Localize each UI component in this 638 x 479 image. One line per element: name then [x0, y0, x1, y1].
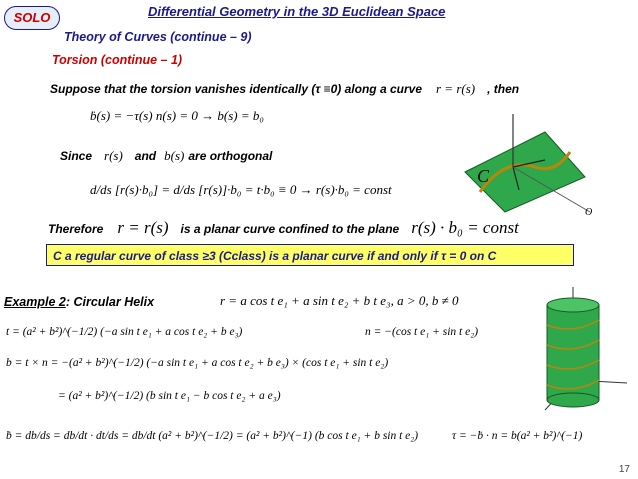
example-heading	[4, 295, 154, 309]
curve-label: C	[477, 166, 490, 186]
origin-label: O	[585, 207, 593, 217]
page-number: 17	[618, 464, 630, 475]
plane-equation: r(s) · b₀ = const	[411, 218, 519, 237]
solo-badge: SOLO	[4, 6, 60, 30]
equation-binormal-constant: ḃ(s) = −τ(s) n(s) = 0 → b(s) = b₀	[90, 108, 264, 123]
normal-equation: n = −(cos t e₁ + sin t e₂)	[365, 326, 479, 338]
since-b: b(s)	[164, 148, 185, 163]
statement-prefix: Suppose that the torsion vanishes identically (τ ≡0) along a curve	[50, 82, 422, 96]
torsion-result-equation: τ = −ḃ · n = b(a² + b²)^(−1)	[452, 430, 583, 442]
since-suffix: are orthogonal	[188, 149, 273, 163]
helix-figure	[535, 285, 630, 420]
therefore-mid: is a planar curve confined to the plane	[180, 222, 400, 236]
slide-subtitle: Theory of Curves (continue – 9)	[64, 30, 252, 44]
statement-suffix: , then	[487, 82, 520, 96]
cylinder-top	[547, 298, 599, 312]
therefore-prefix: Therefore	[48, 222, 104, 236]
since-r: r(s)	[104, 148, 123, 163]
theorem-box: C a regular curve of class ≥3 (Cclass) is a planar curve if and only if τ = 0 on C	[46, 244, 574, 266]
therefore-statement	[48, 218, 519, 238]
equation-derivative-dot: d/ds [r(s)·b₀] = d/ds [r(s)]·b₀ = t·b₀ ≡ 0 → r(s)·b₀ = const	[90, 182, 392, 197]
cylinder-bottom	[547, 393, 599, 407]
tangent-equation: t = (a² + b²)^(−1/2) (−a sin t e₁ + a cos t e₂ + b e₃)	[6, 326, 243, 338]
slide-title: Differential Geometry in the 3D Euclidean Space	[148, 4, 446, 19]
since-and: and	[134, 149, 157, 163]
binormal-equation-2: = (a² + b²)^(−1/2) (b sin t e₁ − b cos t e₂ + a e₃)	[58, 390, 281, 402]
since-statement	[60, 147, 272, 165]
torsion-statement	[50, 80, 519, 98]
since-prefix: Since	[60, 149, 93, 163]
statement-curve: r = r(s)	[436, 81, 476, 96]
helix-cylinder	[547, 305, 599, 400]
helix-definition: r = a cos t e₁ + a sin t e₂ + b t e₃, a > 0, b ≠ 0	[220, 293, 459, 308]
frenet-frame-figure	[455, 112, 605, 217]
binormal-derivative-equation: ḃ = db/ds = db/dt · dt/ds = db/dt (a² + b²)^(−1/2) = (a² + b²)^(−1) (b cos t e₁ + b sin t e₂)	[6, 430, 419, 442]
example-name: : Circular Helix	[65, 295, 155, 309]
example-label: Example 2	[4, 295, 66, 309]
binormal-equation-1: b = t × n = −(a² + b²)^(−1/2) (−a sin t e₁ + a cos t e₂ + b e₃) × (cos t e₁ + sin t e₂)	[6, 357, 389, 369]
section-title: Torsion (continue – 1)	[52, 53, 183, 67]
therefore-equation: r = r(s)	[117, 218, 169, 237]
